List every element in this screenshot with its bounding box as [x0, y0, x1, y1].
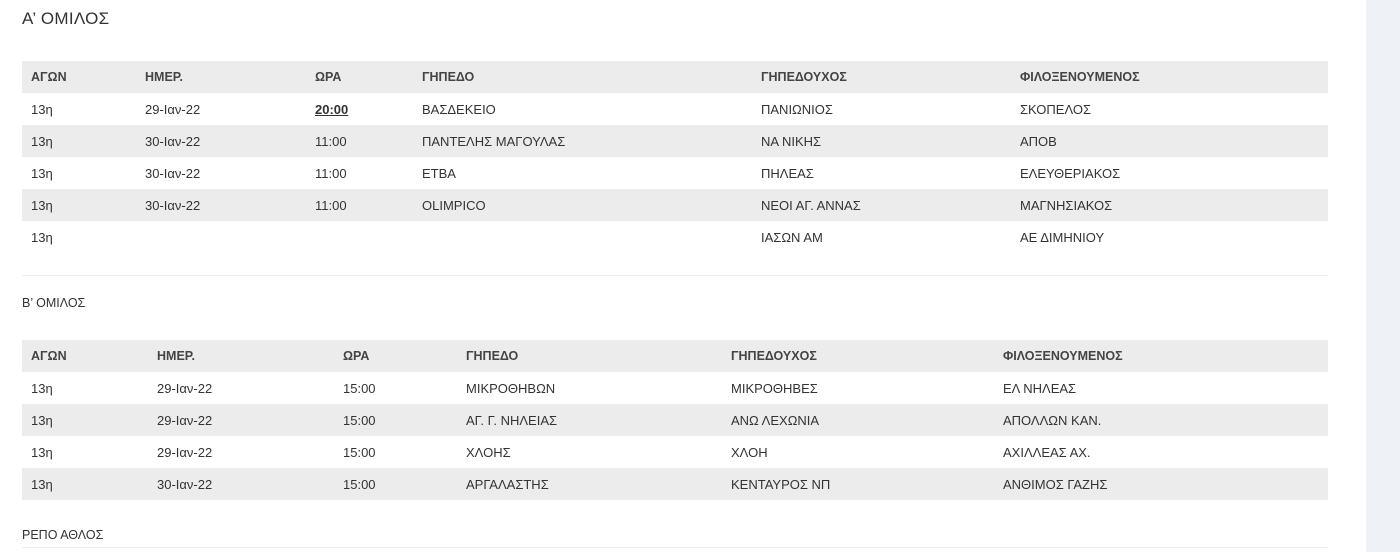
cell-home: ΑΝΩ ΛΕΧΩΝΙΑ	[722, 404, 994, 436]
table-row	[22, 404, 1328, 436]
cell-round: 13η	[31, 444, 53, 460]
table-row	[22, 93, 1328, 125]
cell-date: 29-Ιαν-22	[157, 380, 213, 396]
cell-round: 13η	[31, 165, 53, 181]
header-round: ΑΓΩΝ	[22, 340, 148, 372]
cell-venue: ΕΤΒΑ	[422, 165, 456, 181]
cell-away: ΑΠΟΛΛΩΝ ΚΑΝ.	[994, 404, 1328, 436]
cell-time: 15:00	[343, 444, 376, 460]
cell-round: 13η	[22, 404, 148, 436]
table-row	[22, 125, 1328, 157]
cell-away: ΕΛΕΥΘΕΡΙΑΚΟΣ	[1020, 165, 1121, 181]
group-a-title: Α’ ΟΜΙΛΟΣ	[22, 9, 110, 28]
cell-away: ΑΠΟΒ	[1011, 125, 1328, 157]
cell-date	[136, 221, 306, 253]
cell-round: 13η	[22, 189, 136, 221]
group-b-table	[22, 340, 1328, 500]
cell-home: ΠΑΝΙΩΝΙΟΣ	[761, 101, 833, 117]
cell-away: ΣΚΟΠΕΛΟΣ	[1020, 101, 1092, 117]
table-header-row	[22, 61, 1328, 93]
cell-away: ΑΝΘΙΜΟΣ ΓΑΖΗΣ	[994, 468, 1328, 500]
cell-date: 30-Ιαν-22	[145, 165, 201, 181]
table-row	[22, 372, 1328, 404]
cell-time: 11:00	[315, 165, 347, 181]
cell-home: ΠΗΛΕΑΣ	[761, 165, 814, 181]
group-a-table	[22, 61, 1328, 253]
divider	[22, 275, 1328, 276]
table-header-row	[22, 340, 1328, 372]
cell-time	[306, 221, 413, 253]
cell-home: ΝΑ ΝΙΚΗΣ	[752, 125, 1011, 157]
cell-date: 29-Ιαν-22	[145, 101, 201, 117]
header-home: ΓΗΠΕΔΟΥΧΟΣ	[722, 340, 994, 372]
table-row	[22, 436, 1328, 468]
header-venue: ΓΗΠΕΔΟ	[457, 340, 722, 372]
cell-venue: ΧΛΟΗΣ	[466, 444, 511, 460]
cell-venue: OLIMPICO	[413, 189, 752, 221]
cell-time: 15:00	[334, 468, 457, 500]
header-round: ΑΓΩΝ	[22, 61, 136, 93]
cell-date: 29-Ιαν-22	[157, 444, 213, 460]
cell-round: 13η	[31, 229, 53, 245]
table-row	[22, 468, 1328, 500]
cell-away: ΑΧΙΛΛΕΑΣ ΑΧ.	[1003, 444, 1091, 460]
cell-venue: ΒΑΣΔΕΚΕΙΟ	[422, 101, 496, 117]
repo-title: ΡΕΠΟ ΑΘΛΟΣ	[22, 528, 104, 542]
divider	[22, 547, 1328, 548]
cell-time: 15:00	[334, 404, 457, 436]
cell-date: 30-Ιαν-22	[148, 468, 334, 500]
cell-date: 29-Ιαν-22	[148, 404, 334, 436]
cell-away: ΜΑΓΝΗΣΙΑΚΟΣ	[1011, 189, 1328, 221]
cell-home: ΙΑΣΩΝ ΑΜ	[761, 229, 823, 245]
group-b-title: Β’ ΟΜΙΛΟΣ	[22, 296, 86, 310]
cell-round: 13η	[22, 468, 148, 500]
cell-time	[306, 93, 413, 125]
cell-home: ΜΙΚΡΟΘΗΒΕΣ	[731, 380, 818, 396]
header-time: ΩΡΑ	[334, 340, 457, 372]
cell-home: ΝΕΟΙ ΑΓ. ΑΝΝΑΣ	[752, 189, 1011, 221]
cell-round: 13η	[22, 125, 136, 157]
header-home: ΓΗΠΕΔΟΥΧΟΣ	[752, 61, 1011, 93]
cell-date: 30-Ιαν-22	[136, 189, 306, 221]
table-row	[22, 157, 1328, 189]
cell-away: ΕΛ ΝΗΛΕΑΣ	[1003, 380, 1077, 396]
cell-venue: ΑΡΓΑΛΑΣΤΗΣ	[457, 468, 722, 500]
cell-date: 30-Ιαν-22	[136, 125, 306, 157]
cell-round: 13η	[31, 101, 53, 117]
time-link[interactable]: 20:00	[315, 101, 349, 117]
header-time: ΩΡΑ	[306, 61, 413, 93]
cell-away: ΑΕ ΔΙΜΗΝΙΟΥ	[1020, 229, 1105, 245]
side-panel	[1366, 0, 1400, 552]
cell-venue	[413, 221, 752, 253]
cell-time: 15:00	[343, 380, 376, 396]
cell-venue: ΑΓ. Γ. ΝΗΛΕΙΑΣ	[457, 404, 722, 436]
cell-time: 11:00	[306, 125, 413, 157]
cell-home: ΚΕΝΤΑΥΡΟΣ ΝΠ	[722, 468, 994, 500]
header-date: ΗΜΕΡ.	[148, 340, 334, 372]
header-venue: ΓΗΠΕΔΟ	[413, 61, 752, 93]
header-date: ΗΜΕΡ.	[136, 61, 306, 93]
table-row	[22, 221, 1328, 253]
cell-venue: ΠΑΝΤΕΛΗΣ ΜΑΓΟΥΛΑΣ	[413, 125, 752, 157]
header-away: ΦΙΛΟΞΕΝΟΥΜΕΝΟΣ	[994, 340, 1328, 372]
cell-home: ΧΛΟΗ	[731, 444, 768, 460]
cell-venue: ΜΙΚΡΟΘΗΒΩΝ	[466, 380, 556, 396]
table-row	[22, 189, 1328, 221]
header-away: ΦΙΛΟΞΕΝΟΥΜΕΝΟΣ	[1011, 61, 1328, 93]
cell-time: 11:00	[306, 189, 413, 221]
cell-round: 13η	[31, 380, 53, 396]
